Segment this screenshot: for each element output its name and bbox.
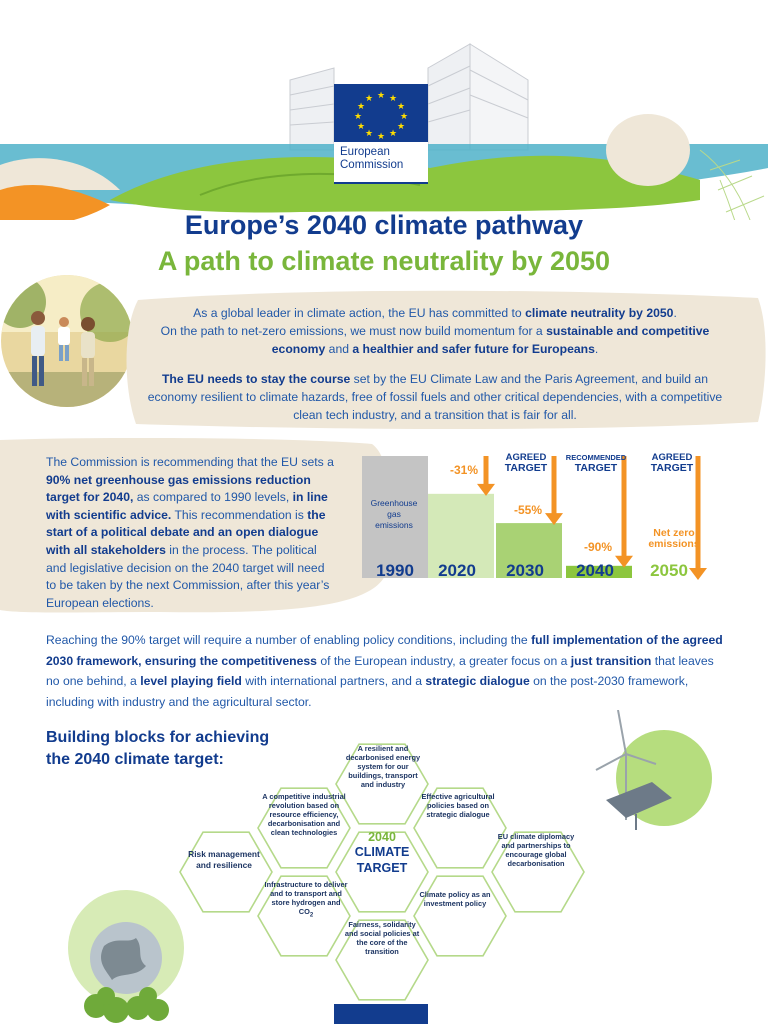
reach-text: that leaves no one behind, a [46, 653, 714, 688]
rec-text: as compared to 1990 levels, [133, 490, 293, 505]
intro-paragraph-2 [140, 370, 730, 424]
svg-text:★: ★ [396, 122, 406, 132]
block-infrastructure [264, 880, 348, 920]
year-label-2050: 2050 [650, 561, 688, 580]
rec-highlight: in line with scientific advice. [46, 490, 328, 522]
emissions-chart [360, 448, 768, 584]
block-agricultural-policies: Effective agricultural policies based on strategic dialogue [421, 792, 495, 819]
page-title: Europe’s 2040 climate pathway [184, 210, 584, 240]
intro-highlight: The EU needs to stay the course [161, 372, 351, 386]
intro-highlight: a healthier and safer future for Europeans [352, 342, 595, 356]
enabling-conditions-paragraph [46, 630, 726, 712]
block-climate-diplomacy [496, 832, 576, 868]
page-subtitle: A path to climate neutrality by 2050 [157, 246, 611, 276]
intro-text: . [673, 306, 677, 320]
block-climate-diplomacy-text: EU climate diplomacy and partnerships to encourage global decarbonisation [497, 832, 575, 868]
intro-text: set by the EU Climate Law and the Paris Agreement, and build an economy resilient to climate hazards, free of fossil fuels and other critical dependencies, with a competitive clean tech industry, and a transition that is fair for all. [147, 372, 723, 422]
arrow-head-2050 [689, 568, 707, 580]
svg-text:★: ★ [364, 94, 374, 104]
earth-with-trees-image [66, 886, 186, 1024]
svg-text:★: ★ [356, 102, 366, 112]
hex-investment [414, 876, 506, 956]
rec-highlight: 90% net greenhouse gas emissions reduction target for 2040, [46, 472, 311, 505]
target-label-2040-1: RECOMMENDED [565, 453, 627, 462]
intro-text: . [594, 342, 599, 356]
svg-text:★: ★ [388, 129, 398, 139]
year-label-2030: 2030 [506, 561, 544, 580]
reach-text: of the European industry, a greater focus on a [316, 653, 571, 668]
target-label-2040-2: TARGET [574, 462, 618, 474]
family-photo [0, 272, 134, 410]
svg-text:★: ★ [396, 102, 406, 112]
eu-flag-icon [334, 84, 428, 142]
reach-text: on the post-2030 framework, including with industry and the agricultural sector. [46, 674, 689, 709]
reach-highlight: just transition [570, 653, 652, 668]
intro-highlight: climate neutrality by 2050 [525, 306, 674, 320]
reduction-label-2050-2: emissions [648, 538, 700, 550]
intro-text: and [325, 342, 353, 356]
block-energy-system: A resilient and decarbonised energy system for our buildings, transport and industry [345, 744, 421, 789]
svg-text:★: ★ [376, 91, 386, 101]
reduction-label-2030: -55% [513, 503, 543, 517]
bb-title-line2: the 2040 climate target: [46, 751, 224, 768]
logo-line2: Commission [340, 159, 404, 171]
target-label-2050-2: TARGET [650, 462, 694, 474]
reach-highlight: strategic dialogue [425, 674, 530, 688]
reduction-label-2020: -31% [449, 463, 479, 477]
eu-stars [354, 91, 408, 142]
intro-paragraph-1 [150, 304, 720, 358]
svg-text:★: ★ [388, 94, 398, 104]
reach-highlight: full implementation of the agreed 2030 framework, ensuring the competitiveness [46, 633, 723, 668]
center-line2: TARGET [356, 861, 408, 875]
logo-text [340, 146, 403, 172]
logo-line1: European [340, 146, 390, 158]
target-label-2050-1: AGREED [651, 452, 693, 463]
year-label-1990: 1990 [376, 561, 414, 580]
logo-underline [334, 182, 428, 184]
rec-text: in the process. The political and legislative decision on the 2040 target will need to be taken by the next Commission, after this year’s European elections. [46, 542, 330, 610]
svg-text:★: ★ [356, 122, 366, 132]
svg-text:★: ★ [364, 129, 374, 139]
series-label-2: gas [387, 509, 401, 519]
block-infrastructure-text: Infrastructure to deliver and to transport and store hydrogen and CO [264, 880, 348, 916]
wind-solar-image [588, 710, 718, 836]
svg-text:★: ★ [376, 132, 386, 142]
footer-bar [334, 1004, 428, 1024]
series-label-1: Greenhouse [370, 498, 418, 508]
intro-highlight: sustainable and competitive economy [271, 324, 710, 356]
block-fairness: Fairness, solidarity and social policies at the core of the transition [344, 920, 420, 956]
rec-highlight: the start of a political debate and an open dialogue with all stakeholders [46, 507, 326, 557]
center-year: 2040 [368, 830, 396, 844]
svg-text:★: ★ [353, 112, 363, 122]
block-industrial-revolution: A competitive industrial revolution based on resource efficiency, decarbonisation and clean technologies [262, 792, 346, 837]
intro-text: On the path to net-zero emissions, we must now build momentum for a [160, 324, 547, 338]
recommendation-paragraph [46, 454, 336, 612]
co2-subscript: 2 [309, 912, 314, 919]
climate-target-center [330, 830, 434, 876]
european-commission-logo [334, 84, 428, 184]
series-label-3: emissions [375, 520, 413, 530]
year-label-2040: 2040 [576, 561, 614, 580]
center-line1: CLIMATE [354, 845, 410, 859]
rec-text: The Commission is recommending that the EU sets a [46, 455, 334, 469]
reach-text: with international partners, and a [241, 674, 426, 688]
rec-text: This recommendation is [171, 507, 308, 522]
hex-risk [180, 832, 272, 912]
target-label-2030-1: AGREED [505, 452, 547, 463]
target-label-2030-2: TARGET [504, 462, 548, 474]
block-risk-management: Risk management and resilience [188, 849, 260, 870]
reduction-label-2050-1: Net zero [653, 527, 695, 539]
intro-text: As a global leader in climate action, the EU has committed to [193, 306, 526, 320]
svg-text:★: ★ [399, 112, 409, 122]
reach-text: Reaching the 90% target will require a number of enabling policy conditions, including the [46, 633, 532, 647]
reach-highlight: level playing field [140, 674, 242, 688]
bb-title-line1: Building blocks for achieving [46, 729, 270, 746]
block-investment-policy: Climate policy as an investment policy [419, 890, 491, 908]
reduction-label-2040: -90% [583, 540, 613, 554]
year-label-2020: 2020 [438, 561, 476, 580]
